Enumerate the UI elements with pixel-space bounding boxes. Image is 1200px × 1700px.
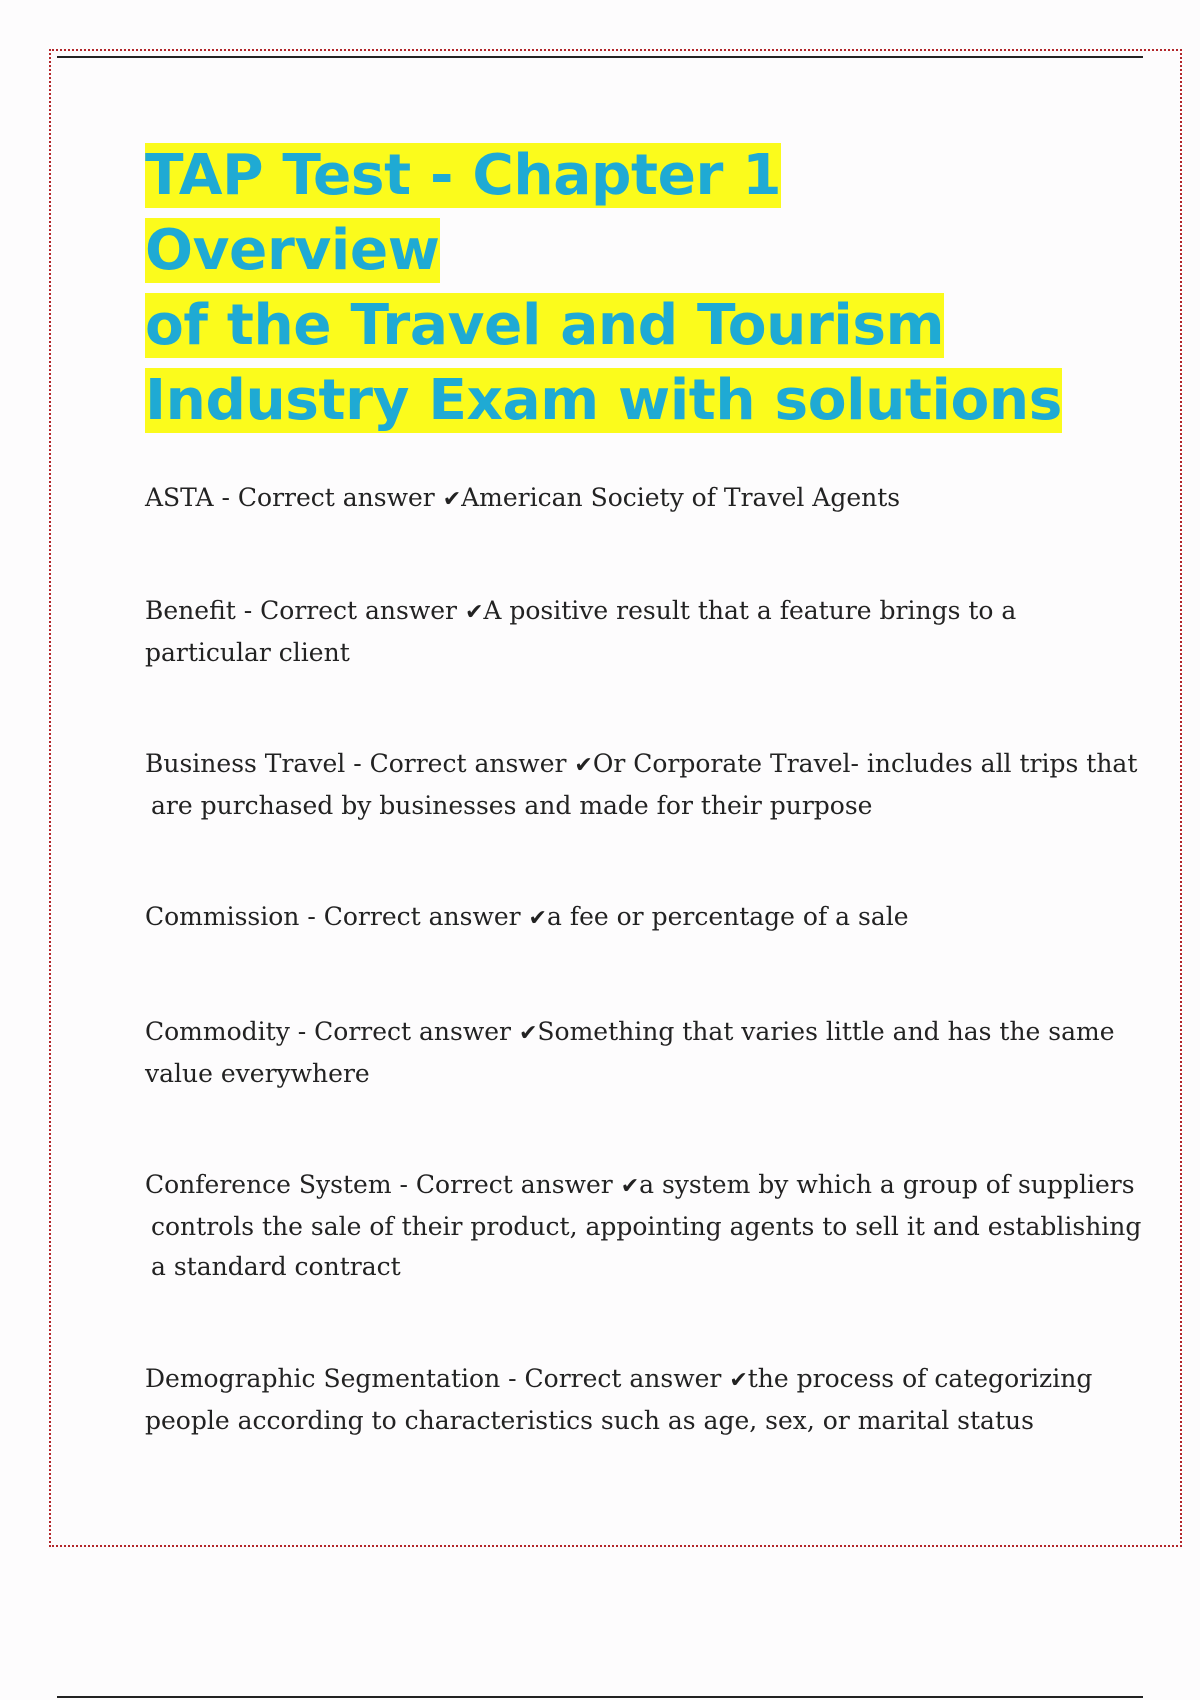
qa-line [145, 1359, 1092, 1401]
qa-line [145, 1165, 1141, 1207]
top-rule [57, 56, 1143, 58]
check-mark-icon: ✔ [464, 600, 484, 625]
separator: - Correct answer [299, 902, 529, 931]
qa-entry [145, 478, 900, 520]
check-mark-icon: ✔ [620, 1174, 640, 1199]
answer-text: Or Corporate Travel- includes all trips that [592, 749, 1138, 778]
term: Conference System [145, 1170, 392, 1199]
qa-entry [145, 744, 1137, 826]
answer-continuation: controls the sale of their product, appointing agents to sell it and establishing [151, 1212, 1142, 1241]
check-mark-icon: ✔ [574, 753, 593, 778]
qa-line [145, 591, 1016, 633]
answer-continuation: a standard contract [151, 1252, 401, 1281]
term: Benefit [145, 596, 236, 625]
qa-entry [145, 897, 909, 939]
qa-entry [145, 1165, 1141, 1287]
qa-line [145, 478, 900, 520]
document-title [145, 138, 1085, 438]
answer-text: Something that varies little and has the same [537, 1017, 1115, 1046]
check-mark-icon: ✔ [729, 1368, 748, 1393]
separator: - Correct answer [500, 1364, 730, 1393]
term: Demographic Segmentation [145, 1364, 501, 1393]
answer-text: a system by which a group of suppliers [639, 1170, 1135, 1199]
qa-entry [145, 1359, 1092, 1441]
answer-continuation: value everywhere [145, 1059, 370, 1088]
answer-text: the process of categorizing [747, 1364, 1093, 1393]
separator: - Correct answer [391, 1170, 621, 1199]
separator: - Correct answer [289, 1017, 519, 1046]
answer-text: a fee or percentage of a sale [546, 902, 909, 931]
answer-continuation: particular client [145, 638, 350, 667]
check-mark-icon: ✔ [528, 906, 547, 931]
answer-text: A positive result that a feature brings to a [483, 596, 1017, 625]
separator: - Correct answer [213, 483, 443, 512]
title-line: TAP Test - Chapter 1 Overview [145, 143, 782, 283]
answer-continuation: people according to characteristics such as age, sex, or marital status [145, 1406, 1034, 1435]
qa-line [145, 897, 909, 939]
term: ASTA [145, 483, 214, 512]
qa-entry [145, 591, 1016, 673]
title-line: of the Travel and Tourism [145, 293, 945, 358]
check-mark-icon: ✔ [442, 487, 462, 512]
title-line: Industry Exam with solutions [145, 368, 1062, 433]
term: Commodity [145, 1017, 290, 1046]
separator: - Correct answer [345, 749, 575, 778]
term: Commission [145, 902, 300, 931]
bottom-rule [57, 1696, 1143, 1698]
qa-line [145, 744, 1137, 786]
answer-continuation: are purchased by businesses and made for their purpose [151, 791, 873, 820]
answer-text: American Society of Travel Agents [461, 483, 901, 512]
qa-entry [145, 1012, 1115, 1094]
separator: - Correct answer [235, 596, 465, 625]
check-mark-icon: ✔ [518, 1021, 538, 1046]
qa-line [145, 1012, 1115, 1054]
term: Business Travel [145, 749, 346, 778]
